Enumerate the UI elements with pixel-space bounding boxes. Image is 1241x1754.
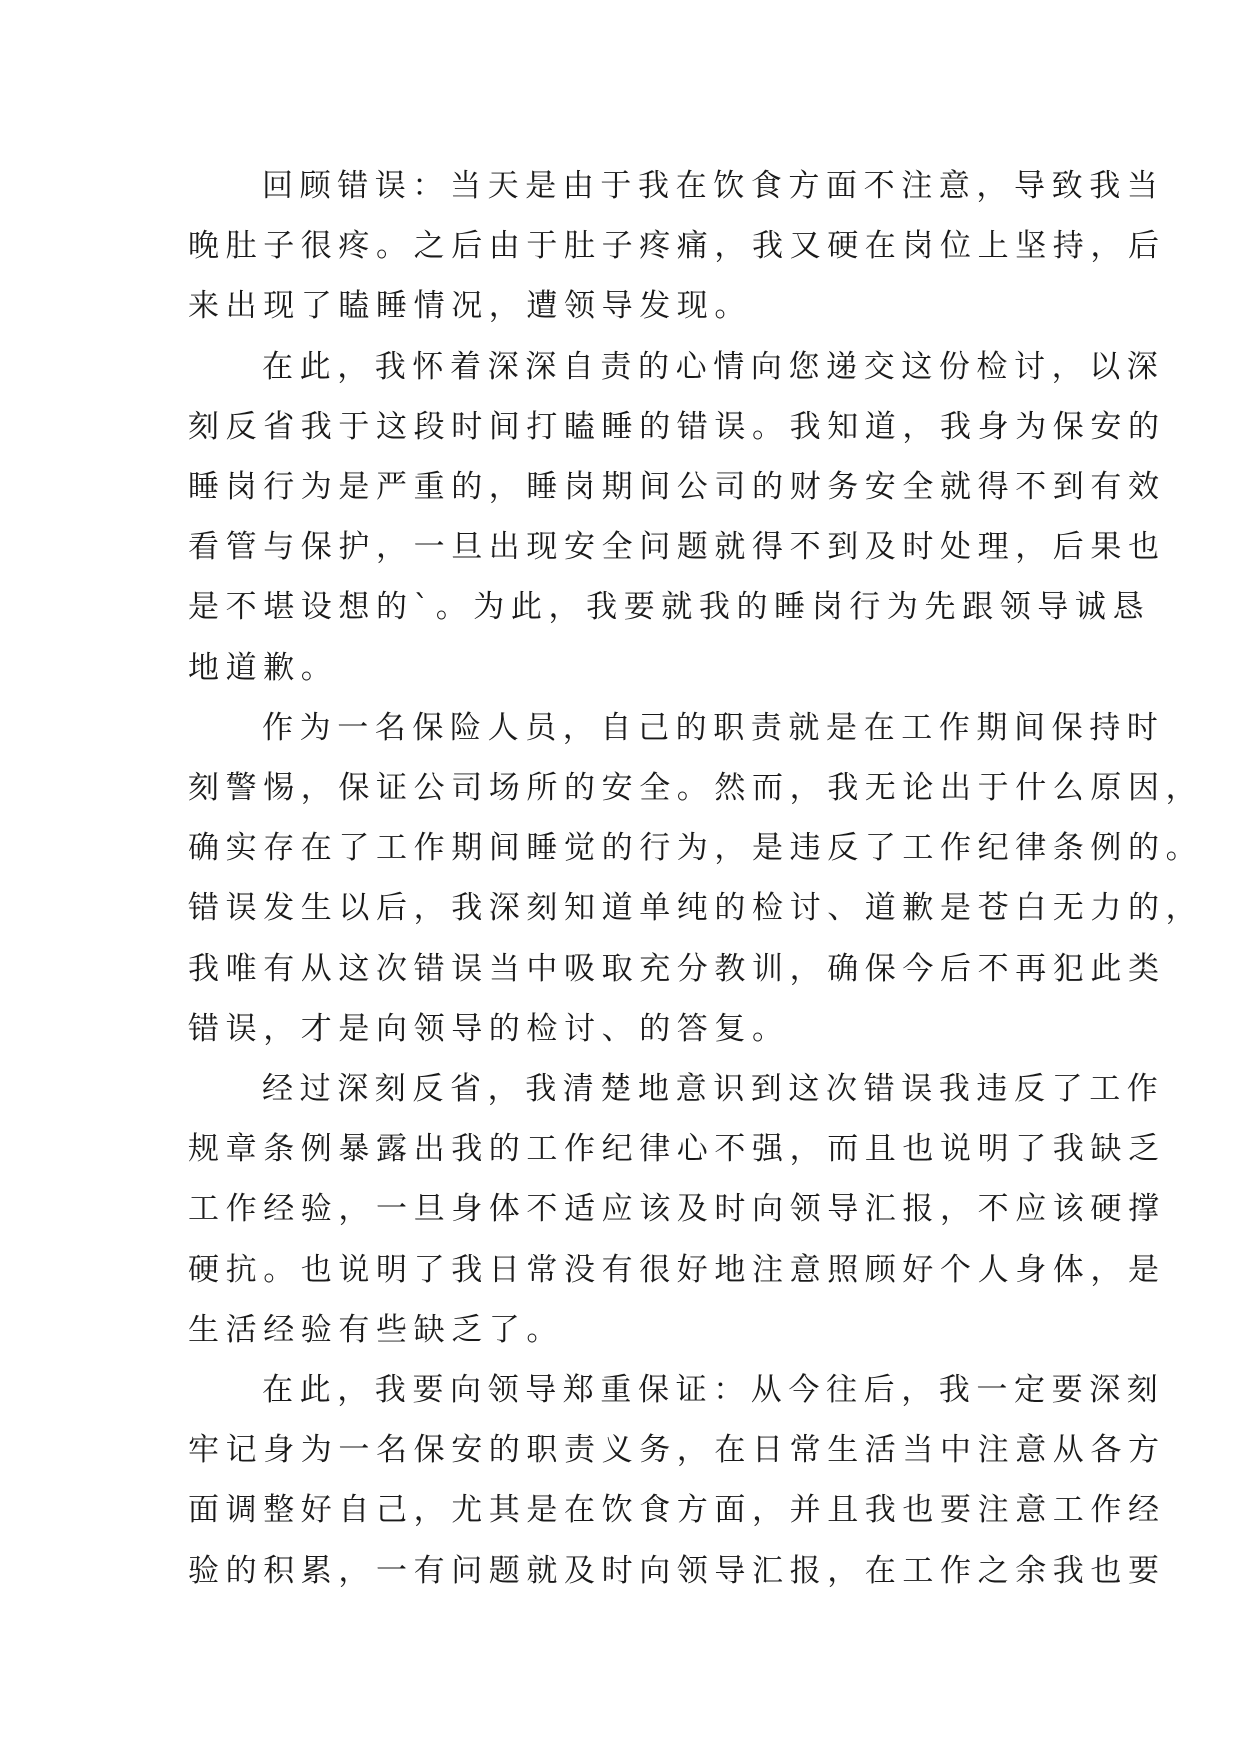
paragraph-3 <box>188 698 1204 1059</box>
text-line: 生活经验有些缺乏了。 <box>188 1311 564 1348</box>
text-line: 确实存在了工作期间睡觉的行为，是违反了工作纪律条例的。 <box>188 830 1204 867</box>
text-line: 面调整好自己，尤其是在饮食方面，并且我也要注意工作经 <box>188 1492 1166 1529</box>
text-line: 硬抗。也说明了我日常没有很好地注意照顾好个人身体，是 <box>188 1251 1166 1288</box>
text-line: 错误发生以后，我深刻知道单纯的检讨、道歉是苍白无力的， <box>188 890 1204 927</box>
text-line: 经过深刻反省，我清楚地意识到这次错误我违反了工作 <box>262 1071 1165 1108</box>
text-line: 在此，我怀着深深自责的心情向您递交这份检讨，以深 <box>262 348 1165 385</box>
text-line: 作为一名保险人员，自己的职责就是在工作期间保持时 <box>262 709 1165 746</box>
text-line: 验的积累，一有问题就及时向领导汇报，在工作之余我也要 <box>188 1552 1166 1589</box>
paragraph-4 <box>188 1059 1166 1360</box>
text-line: 看管与保护，一旦出现安全问题就得不到及时处理，后果也 <box>188 529 1166 566</box>
text-line: 刻警惕，保证公司场所的安全。然而，我无论出于什么原因， <box>188 770 1204 807</box>
text-line: 在此，我要向领导郑重保证：从今往后，我一定要深刻 <box>262 1372 1165 1409</box>
text-line: 来出现了瞌睡情况，遭领导发现。 <box>188 288 752 325</box>
text-line: 牢记身为一名保安的职责义务，在日常生活当中注意从各方 <box>188 1432 1166 1469</box>
paragraph-5 <box>188 1360 1166 1601</box>
text-line: 是不堪设想的`。为此，我要就我的睡岗行为先跟领导诚恳 <box>188 589 1151 626</box>
text-line: 错误，才是向领导的检讨、的答复。 <box>188 1010 790 1047</box>
text-line: 回顾错误：当天是由于我在饮食方面不注意，导致我当 <box>262 168 1165 204</box>
text-line: 地道歉。 <box>188 649 339 686</box>
text-line: 我唯有从这次错误当中吸取充分教训，确保今后不再犯此类 <box>188 950 1166 987</box>
text-line: 刻反省我于这段时间打瞌睡的错误。我知道，我身为保安的 <box>188 408 1166 445</box>
paragraph-2 <box>188 337 1166 698</box>
text-line: 规章条例暴露出我的工作纪律心不强，而且也说明了我缺乏 <box>188 1131 1166 1168</box>
paragraph-1 <box>188 156 1166 337</box>
text-line: 睡岗行为是严重的，睡岗期间公司的财务安全就得不到有效 <box>188 469 1166 506</box>
text-line: 工作经验，一旦身体不适应该及时向领导汇报，不应该硬撑 <box>188 1191 1166 1228</box>
text-line: 晚肚子很疼。之后由于肚子疼痛，我又硬在岗位上坚持，后 <box>188 228 1166 265</box>
document-body <box>188 156 1204 1601</box>
